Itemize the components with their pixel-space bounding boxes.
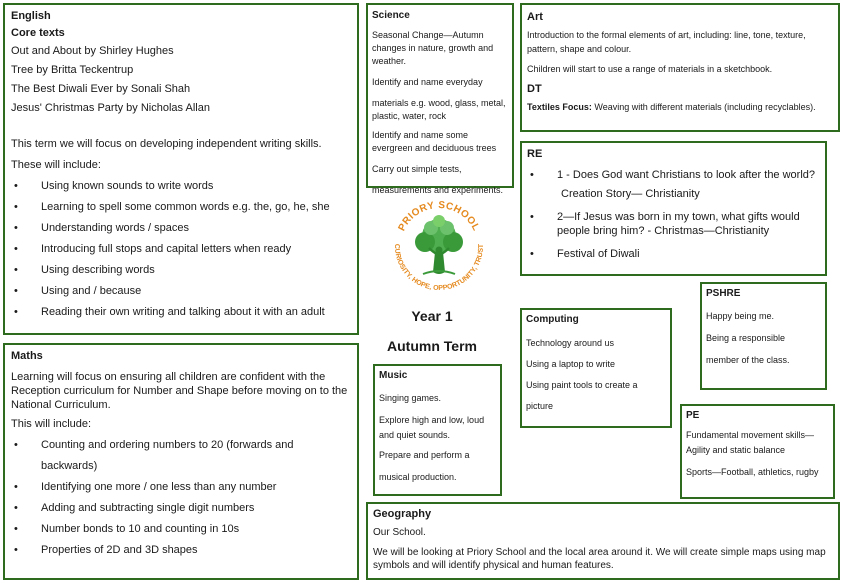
science-text: Identify and name some evergreen and deciduous trees xyxy=(372,130,497,153)
computing-text: Technology around us xyxy=(526,338,615,348)
maths-panel xyxy=(3,343,359,580)
art-text: Introduction to the formal elements of art, including: line, tone, texture, pattern, shape and colour. xyxy=(527,30,806,54)
core-text: The Best Diwali Ever by Sonali Shah xyxy=(11,83,191,95)
school-logo xyxy=(383,190,495,302)
re-item-sub: Creation Story— Christianity xyxy=(561,188,700,200)
textiles-description: Weaving with different materials (including recyclables). xyxy=(591,102,816,112)
computing-text: Using a laptop to write xyxy=(526,359,616,369)
logo-bottom-text: CURIOSITY, HOPE, OPPORTUNITY, TRUST xyxy=(392,243,486,293)
science-text: materials e.g. wood, glass, metal, plastic, water, rock xyxy=(372,98,506,121)
year-label: Year 1 xyxy=(411,308,453,324)
computing-text: picture xyxy=(526,401,554,411)
art-panel xyxy=(520,3,840,132)
pe-text: Sports—Football, athletics, rugby xyxy=(686,467,819,477)
pe-panel xyxy=(680,404,835,499)
music-panel xyxy=(373,364,502,496)
core-texts-heading: Core texts xyxy=(11,27,65,39)
list-item: • Identifying one more / one less than any number xyxy=(11,477,351,498)
music-text: Explore high and low, loud and quiet sounds. xyxy=(379,415,485,440)
logo-emblem xyxy=(383,190,495,302)
pe-heading: PE xyxy=(686,410,700,421)
geography-text: Our School. xyxy=(373,527,426,538)
maths-include: This will include: xyxy=(11,418,92,430)
art-heading: Art xyxy=(527,11,543,23)
music-text: Prepare and perform a xyxy=(379,450,470,460)
textiles-label: Textiles Focus: xyxy=(527,102,592,112)
music-heading: Music xyxy=(379,370,408,381)
list-item: • Understanding words / spaces xyxy=(11,218,351,239)
list-item: • Learning to spell some common words e.g. the, go, he, she xyxy=(11,197,351,218)
list-item: • Using describing words xyxy=(11,260,351,281)
list-item: • Reading their own writing and talking about it with an adult xyxy=(11,302,351,323)
pshre-text: Being a responsible xyxy=(706,333,786,343)
list-item xyxy=(527,166,820,204)
science-heading: Science xyxy=(372,10,410,21)
list-item: • Number bonds to 10 and counting in 10s xyxy=(11,519,351,540)
pshre-text: member of the class. xyxy=(706,355,790,365)
pshre-heading: PSHRE xyxy=(706,288,741,299)
maths-bullet-list xyxy=(11,435,351,561)
computing-panel xyxy=(520,308,672,428)
geography-text: We will be looking at Priory School and the local area around it. We will create simple maps using map symbols and will identify physical and human features. xyxy=(373,547,826,571)
dt-heading: DT xyxy=(527,83,542,95)
re-bullet-list xyxy=(527,166,820,265)
computing-text: Using paint tools to create a xyxy=(526,380,638,390)
art-text: Children will start to use a range of materials in a sketchbook. xyxy=(527,64,773,74)
core-text: Out and About by Shirley Hughes xyxy=(11,45,174,57)
geography-panel xyxy=(366,502,840,580)
core-text: Jesus' Christmas Party by Nicholas Allan xyxy=(11,102,210,114)
music-text: Singing games. xyxy=(379,393,442,403)
logo-top-text: PRIORY SCHOOL xyxy=(396,199,482,234)
science-panel xyxy=(366,3,514,195)
core-text: Tree by Britta Teckentrup xyxy=(11,64,134,76)
english-heading: English xyxy=(11,10,51,22)
term-label: Autumn Term xyxy=(387,338,477,354)
music-text: musical production. xyxy=(379,472,457,482)
list-item: • Properties of 2D and 3D shapes xyxy=(11,540,351,561)
list-item: • Using known sounds to write words xyxy=(11,176,351,197)
science-text: Identify and name everyday xyxy=(372,77,483,87)
geography-heading: Geography xyxy=(373,508,432,520)
english-intro: This term we will focus on developing independent writing skills. xyxy=(11,138,322,150)
maths-heading: Maths xyxy=(11,350,43,362)
pe-text: Fundamental movement skills—Agility and static balance xyxy=(686,430,815,455)
tree-icon xyxy=(415,215,463,274)
pshre-panel xyxy=(700,282,827,390)
english-intro-include: These will include: xyxy=(11,159,101,171)
textiles-text xyxy=(527,101,833,114)
re-item-text: 1 - Does God want Christians to look after the world? xyxy=(557,169,816,181)
science-text: measurements and experiments. xyxy=(372,185,504,195)
english-panel xyxy=(3,3,359,335)
computing-heading: Computing xyxy=(526,314,579,325)
re-panel xyxy=(520,141,827,276)
list-item: • Using and / because xyxy=(11,281,351,302)
pshre-text: Happy being me. xyxy=(706,311,775,321)
list-item: • Introducing full stops and capital letters when ready xyxy=(11,239,351,260)
science-text: Carry out simple tests, xyxy=(372,164,462,174)
list-item: • 2—If Jesus was born in my town, what gifts would people bring him? - Christmas—Christianity xyxy=(527,210,820,238)
english-bullet-list xyxy=(11,176,351,323)
list-item: • Adding and subtracting single digit numbers xyxy=(11,498,351,519)
science-text: Seasonal Change—Autumn changes in nature, growth and weather. xyxy=(372,30,494,66)
maths-intro: Learning will focus on ensuring all children are confident with the Reception curriculum for Number and Shape before moving on to the National Curriculum. xyxy=(11,371,348,411)
list-item: • Festival of Diwali xyxy=(527,244,820,265)
re-heading: RE xyxy=(527,148,543,160)
list-item: • Counting and ordering numbers to 20 (forwards and backwards) xyxy=(11,435,351,477)
